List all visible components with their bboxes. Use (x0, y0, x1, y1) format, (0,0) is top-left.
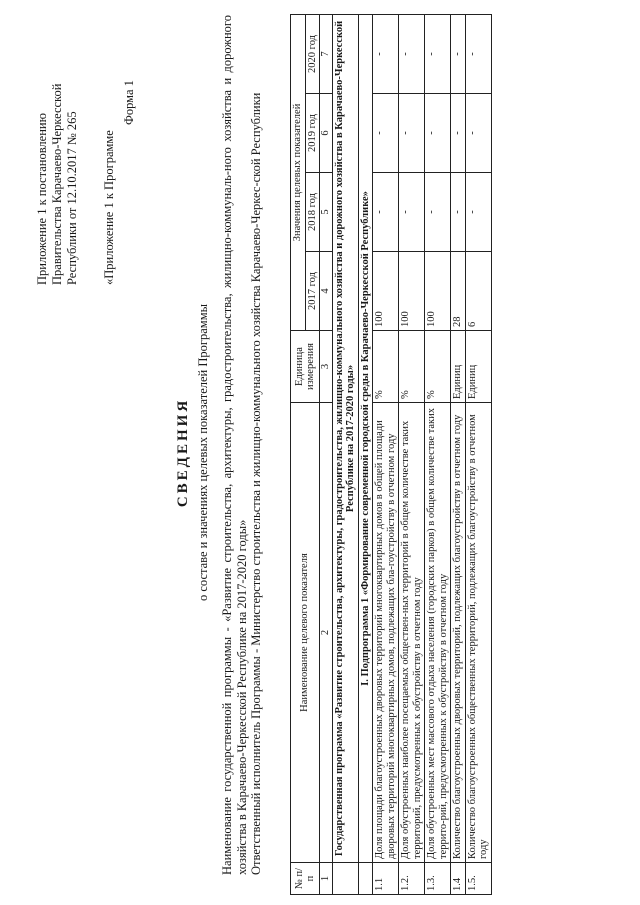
row-value-2018: - (465, 173, 491, 252)
row-name: Количество благоустроенных дворовых территорий, подлежащих благоустройству в отчетном году (451, 403, 466, 863)
column-number-row (320, 14, 333, 894)
form-label: Форма 1 (122, 80, 136, 125)
table-row (399, 14, 425, 894)
table-row (465, 14, 491, 894)
table-row (425, 14, 451, 894)
row-value-2017: 6 (465, 252, 491, 331)
row-unit: % (425, 331, 451, 403)
row-num: 1.1 (373, 863, 399, 895)
row-value-2018: - (451, 173, 466, 252)
row-unit: Единиц (451, 331, 466, 403)
program-executor: Ответственный исполнитель Программы - Министерство строительства и жилищно-коммунального хозяйства Карачаево-Черкес-ской Республики (249, 92, 263, 875)
appendix-block (35, 15, 80, 285)
row-name: Доля площади благоустроенных дворовых территорий многоквартирных домов в общей площади дворовых территорий многоквартирных домов, подлежащих бла-гоустройству в отчетном году (373, 403, 399, 863)
row-name: Доля обустроенных мест массового отдыха населения (городских парков) в общем количестве таких террито-рий, предусмотренных к обустройству в отчетном году (425, 403, 451, 863)
row-value-2020: - (451, 14, 466, 93)
document-title: СВЕДЕНИЯ (175, 397, 191, 508)
table-header-row (291, 14, 306, 894)
appendix-line: Республики от 12.10.2017 № 265 (65, 111, 79, 285)
row-value-2019: - (399, 94, 425, 173)
row-value-2020: - (425, 14, 451, 93)
document-subtitle: о составе и значениях целевых показателей Программы (196, 303, 210, 602)
appendix-program: «Приложение 1 к Программе (102, 130, 116, 285)
row-value-2019: - (425, 94, 451, 173)
row-num: 1.2. (399, 863, 425, 895)
appendix-line: Правительства Карачаево-Черкесской (50, 83, 64, 285)
row-value-2018: - (399, 173, 425, 252)
row-value-2017: 100 (399, 252, 425, 331)
row-num: 1.3. (425, 863, 451, 895)
appendix-line: Приложение 1 к постановлению (35, 113, 49, 285)
column-number: 6 (320, 94, 333, 173)
program-info (220, 15, 264, 875)
column-number: 7 (320, 14, 333, 93)
row-unit: % (399, 331, 425, 403)
row-value-2017: 28 (451, 252, 466, 331)
subprogram-row (358, 14, 373, 894)
header-values-group: Значения целевых показателей (291, 14, 306, 330)
row-value-2019: - (465, 94, 491, 173)
column-number: 3 (320, 331, 333, 403)
row-value-2017: 100 (373, 252, 399, 331)
row-value-2020: - (373, 14, 399, 93)
row-num: 1.5. (465, 863, 491, 895)
row-value-2020: - (399, 14, 425, 93)
row-unit: % (373, 331, 399, 403)
header-num: № п/п (291, 863, 320, 895)
program-title-cell: Государственная программа «Развитие строительства, архитектуры, градостроительства, жилищно-коммунального хозяйства и дорожного хозяйства в Карачаево-Черкесской Республике на 2017-2020 годы» (332, 14, 358, 862)
header-year: 2020 год (305, 14, 320, 93)
row-num: 1.4 (451, 863, 466, 895)
header-year: 2018 год (305, 173, 320, 252)
row-value-2019: - (373, 94, 399, 173)
table-row (373, 14, 399, 894)
header-year: 2019 год (305, 94, 320, 173)
program-row (332, 14, 358, 894)
table-row (451, 14, 466, 894)
program-name: Наименование государственной программы - «Развитие строительства, архитектуры, градостроительства, жилищно-коммуналь-ного хозяйства и дорожного хозяйства в Карачаево-Черкесской Республике на 2017-2020 годы» (220, 15, 249, 875)
header-unit: Единица измерения (291, 331, 320, 403)
row-name: Количество благоустроенных общественных территорий, подлежащих благоустройству в отчетном году (465, 403, 491, 863)
row-value-2018: - (425, 173, 451, 252)
row-value-2020: - (465, 14, 491, 93)
header-year: 2017 год (305, 252, 320, 331)
row-value-2019: - (451, 94, 466, 173)
row-unit: Единиц (465, 331, 491, 403)
column-number: 4 (320, 252, 333, 331)
column-number: 2 (320, 403, 333, 863)
subprogram-title-cell: I. Подпрограмма 1 «Формирование современной городской среды в Карачаево-Черкесской Республике» (358, 14, 373, 862)
row-value-2018: - (373, 173, 399, 252)
indicators-table (290, 14, 492, 895)
row-name: Доля обустроенных наиболее посещаемых обществен-ных территорий в общем количестве таких территорий, предусмотренных к обустройству в отчетном году (399, 403, 425, 863)
column-number: 1 (320, 863, 333, 895)
header-name: Наименование целевого показателя (291, 403, 320, 863)
row-value-2017: 100 (425, 252, 451, 331)
column-number: 5 (320, 173, 333, 252)
